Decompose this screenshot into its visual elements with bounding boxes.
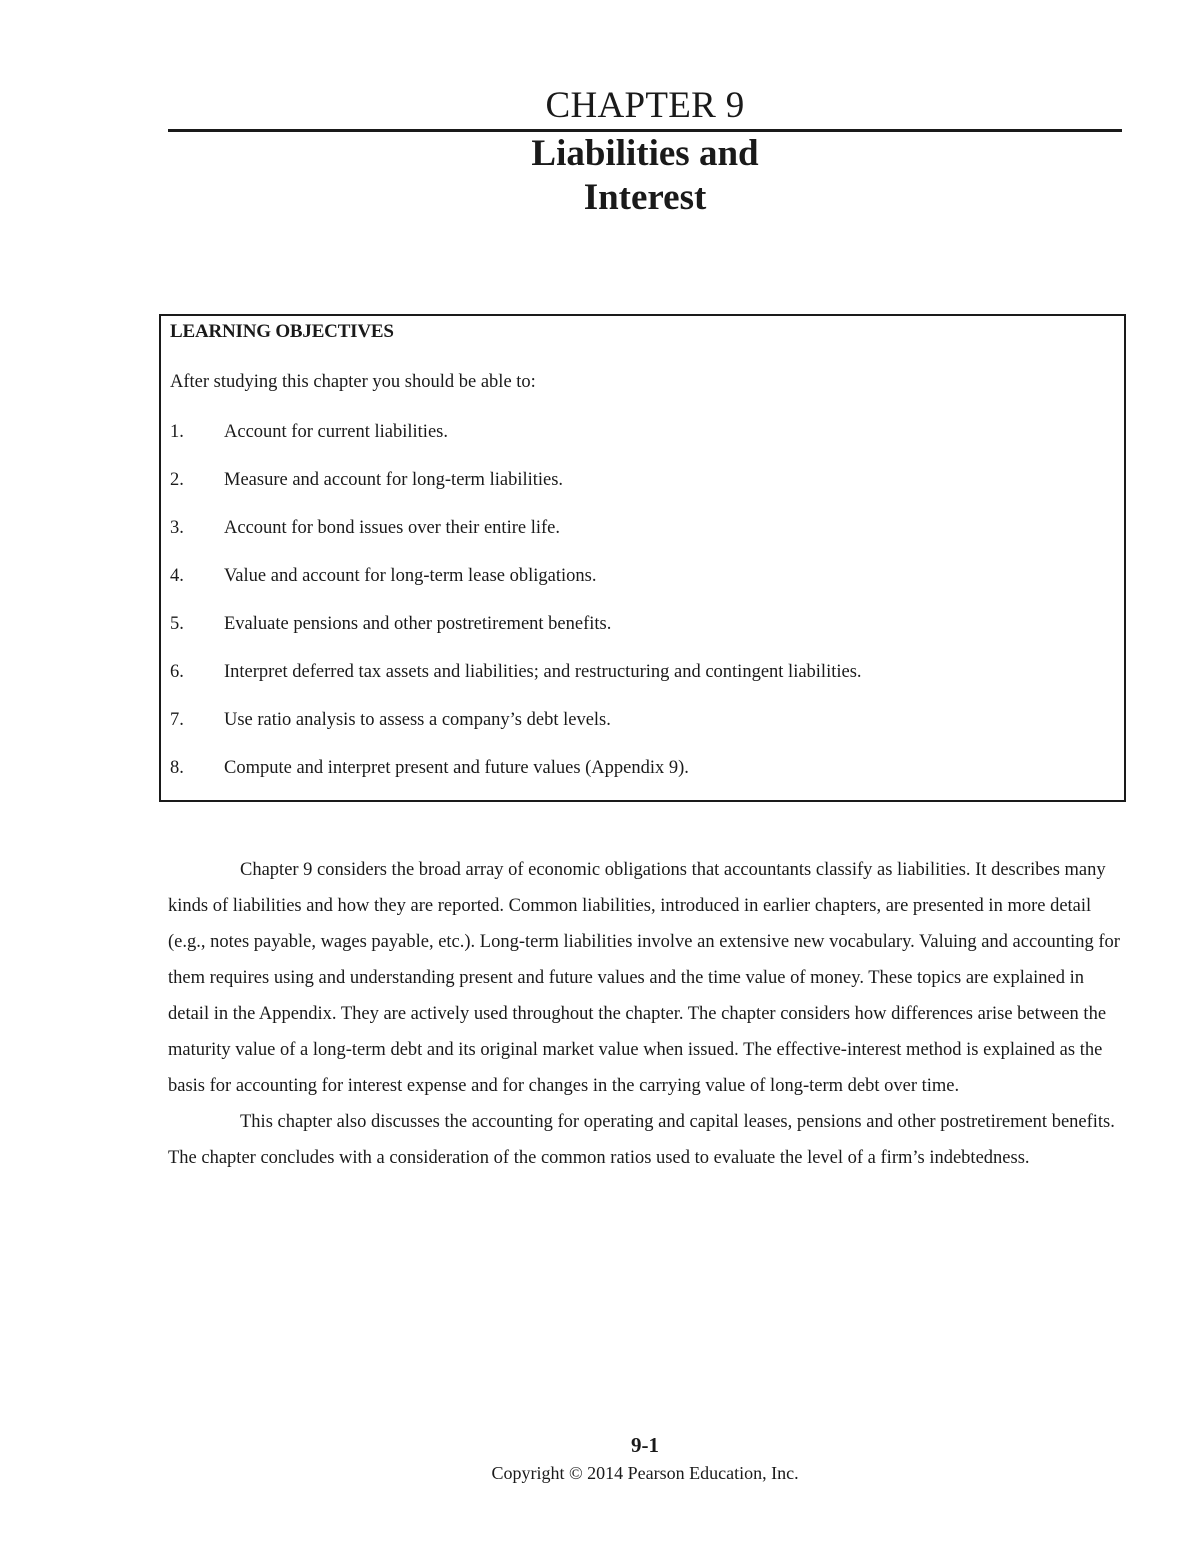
objective-number: 4.: [170, 566, 184, 586]
objective-number: 5.: [170, 614, 184, 634]
objective-number: 1.: [170, 422, 184, 442]
chapter-label: CHAPTER 9: [545, 85, 745, 126]
body-paragraph-2: This chapter also discusses the accounting for operating and capital leases, pensions and other postretirement benefits. The chapter concludes with a consideration of the common ratios used to evaluate the level of a firm’s indebtedness.: [168, 1112, 1115, 1168]
objective-number: 7.: [170, 710, 184, 730]
learning-objectives-heading: LEARNING OBJECTIVES: [170, 321, 394, 342]
objective-text: Account for current liabilities.: [224, 422, 448, 442]
objective-item: [170, 464, 1110, 512]
objective-text: Compute and interpret present and future values (Appendix 9).: [224, 758, 689, 778]
objective-item: [170, 512, 1110, 560]
objective-text: Use ratio analysis to assess a company’s debt levels.: [224, 710, 611, 730]
copyright-notice: Copyright © 2014 Pearson Education, Inc.: [491, 1463, 799, 1483]
objective-item: [170, 656, 1110, 704]
learning-objectives-intro: After studying this chapter you should be able to:: [170, 372, 536, 392]
objective-text: Measure and account for long-term liabilities.: [224, 470, 564, 490]
objective-text: Interpret deferred tax assets and liabilities; and restructuring and contingent liabilities.: [224, 662, 862, 682]
objective-text: Value and account for long-term lease obligations.: [224, 566, 597, 586]
objective-number: 3.: [170, 518, 184, 538]
chapter-title: [168, 132, 1122, 220]
objective-item: [170, 752, 1110, 800]
chapter-title-line-2: Interest: [583, 177, 707, 218]
objective-number: 2.: [170, 470, 184, 490]
objective-item: [170, 560, 1110, 608]
learning-objectives-list: [170, 416, 1110, 800]
objective-item: [170, 608, 1110, 656]
chapter-title-line-1: Liabilities and: [531, 133, 759, 174]
page-number: 9-1: [631, 1433, 659, 1457]
objective-item: [170, 704, 1110, 752]
objective-text: Account for bond issues over their entire life.: [224, 518, 560, 538]
objective-item: [170, 416, 1110, 464]
objective-text: Evaluate pensions and other postretirement benefits.: [224, 614, 612, 634]
body-paragraph-1: Chapter 9 considers the broad array of economic obligations that accountants classify as liabilities. It describes many kinds of liabilities and how they are reported. Common liabilities, introduced in earlier chapters, are presented in more detail (e.g., notes payable, wages payable, etc.). Long-term liabilities involve an extensive new vocabulary. Valuing and accounting for them requires using and understanding present and future values and the time value of money. These topics are explained in detail in the Appendix. They are actively used throughout the chapter. The chapter considers how differences arise between the maturity value of a long-term debt and its original market value when issued. The effective-interest method is explained as the basis for accounting for interest expense and for changes in the carrying value of long-term debt over time.: [168, 860, 1120, 1096]
chapter-overview: [168, 852, 1128, 1176]
objective-number: 8.: [170, 758, 184, 778]
objective-number: 6.: [170, 662, 184, 682]
